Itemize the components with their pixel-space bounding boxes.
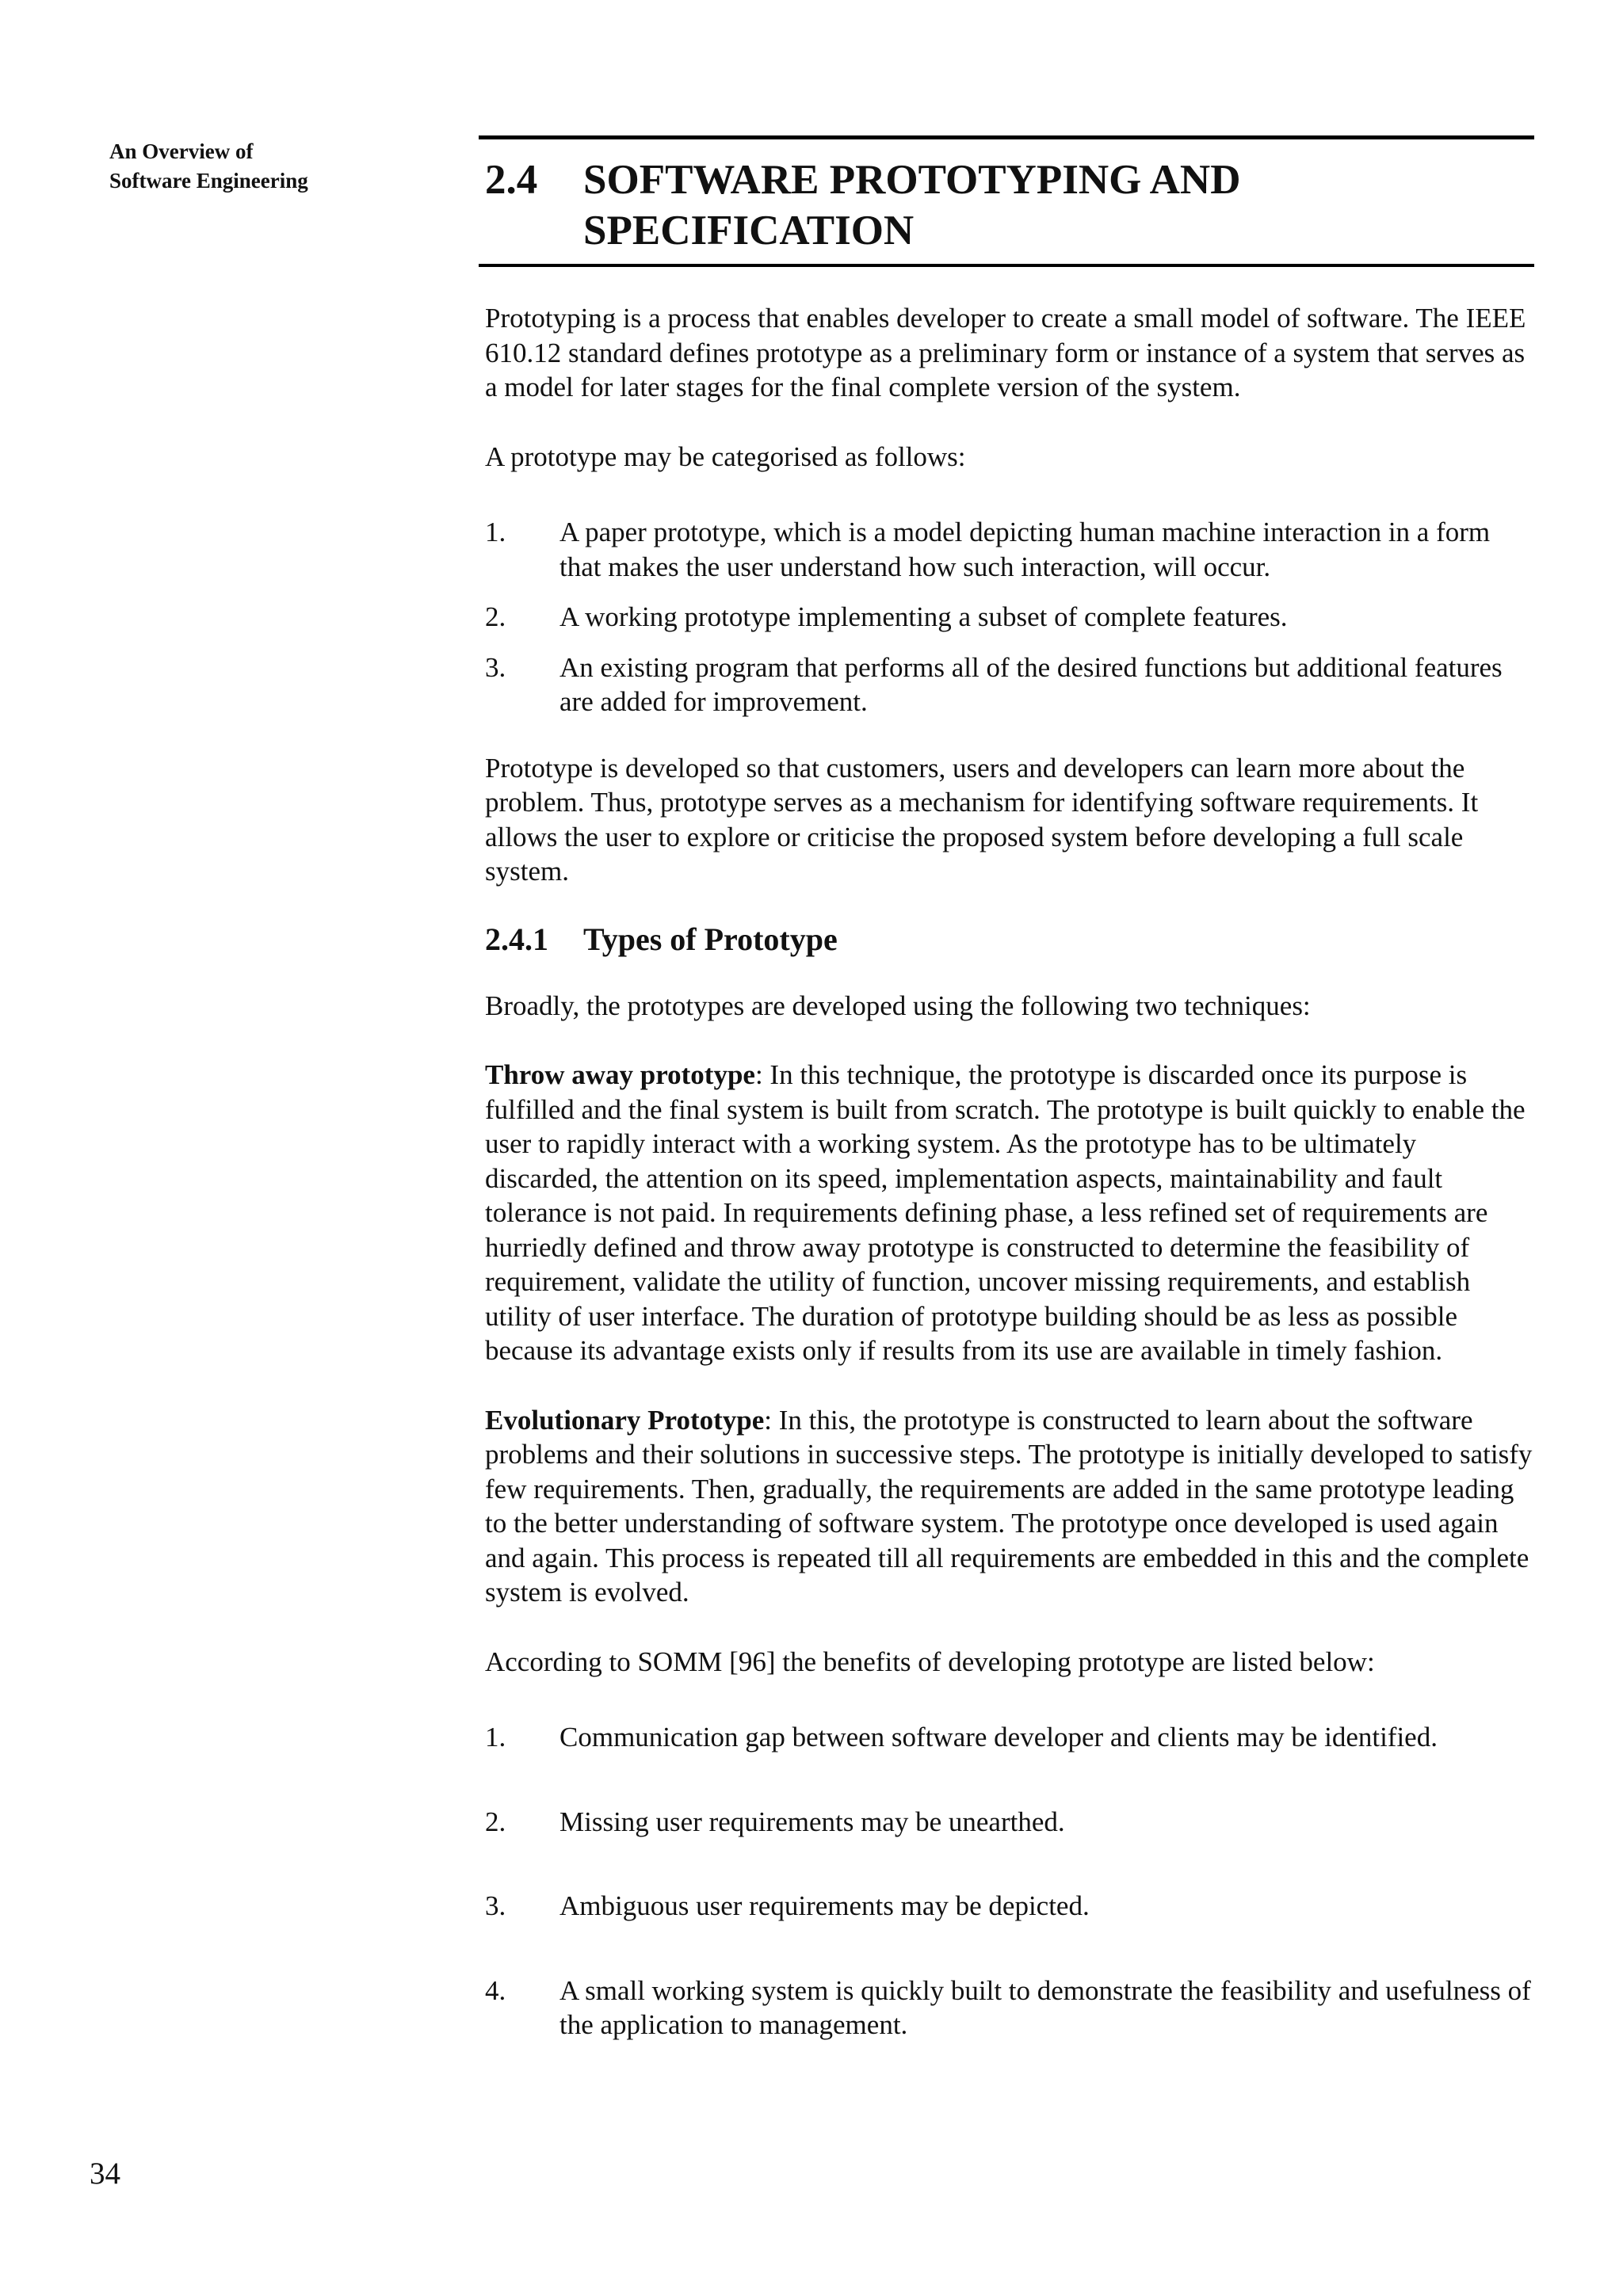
running-head-line2: Software Engineering xyxy=(109,169,308,193)
page-number: 34 xyxy=(90,2157,120,2191)
heading-top-rule xyxy=(479,135,1534,139)
list-item xyxy=(485,1720,1533,1755)
subsection-title: Types of Prototype xyxy=(583,921,838,957)
list-item-number: 3. xyxy=(485,651,506,683)
section-title xyxy=(583,154,1531,256)
list-item-text: A working prototype implementing a subset of complete features. xyxy=(559,601,1288,632)
list-item-text: A paper prototype, which is a model depicting human machine interaction in a form that makes the user understand how such interaction, will occur. xyxy=(559,517,1491,582)
benefits-list xyxy=(485,1720,1533,2042)
section-heading xyxy=(485,154,1531,256)
heading-bottom-rule xyxy=(479,264,1534,267)
section-number: 2.4 xyxy=(485,157,538,203)
main-content xyxy=(485,301,1533,2042)
developed-paragraph: Prototype is developed so that customers, users and developers can learn more about the problem. Thus, prototype serves as a mechanism for identifying software requirements. It allows the user to explore or criticise the proposed system before developing a full scale system. xyxy=(485,752,1479,887)
throw-away-term: Throw away prototype xyxy=(485,1059,755,1090)
list-item-number: 1. xyxy=(485,1722,506,1753)
subsection-number: 2.4.1 xyxy=(485,921,548,957)
list-item-number: 2. xyxy=(485,601,506,632)
list-item xyxy=(485,1974,1533,2042)
evolutionary-text: : In this, the prototype is constructed to learn about the software problems and their solutions in successive steps. The prototype is initially developed to satisfy few requirements. Then, gradually, the requirements are added in the same prototype leading to the better understanding of software system. The prototype once developed is used again and again. This process is repeated till all requirements are embedded in this and the complete system is evolved. xyxy=(485,1404,1533,1608)
list-item-number: 1. xyxy=(485,517,506,547)
section-title-line1: SOFTWARE PROTOTYPING AND xyxy=(583,157,1241,203)
list-item-text: Ambiguous user requirements may be depicted. xyxy=(559,1890,1090,1921)
throw-away-paragraph xyxy=(485,1058,1533,1368)
list-item-text: An existing program that performs all of the desired functions but additional features are added for improvement. xyxy=(559,651,1503,717)
subsection-heading xyxy=(485,921,1533,959)
list-item xyxy=(485,650,1533,719)
section-title-line2: SPECIFICATION xyxy=(583,208,915,254)
somm-paragraph: According to SOMM [96] the benefits of developing prototype are listed below: xyxy=(485,1646,1375,1677)
running-head-line1: An Overview of xyxy=(109,139,254,163)
list-item-number: 3. xyxy=(485,1890,506,1921)
list-item xyxy=(485,515,1533,584)
list-item-text: Missing user requirements may be unearthed. xyxy=(559,1806,1065,1837)
list-item-text: A small working system is quickly built to demonstrate the feasibility and usefulness of the application to management. xyxy=(559,1974,1531,2040)
intro-paragraph: Prototyping is a process that enables developer to create a small model of software. The IEEE 610.12 standard defines prototype as a preliminary form or instance of a system that serves as a model for later stages for the final complete version of the system. xyxy=(485,303,1526,402)
broadly-paragraph: Broadly, the prototypes are developed using the following two techniques: xyxy=(485,990,1311,1021)
list-item xyxy=(485,600,1533,635)
categorised-paragraph: A prototype may be categorised as follows: xyxy=(485,441,966,472)
categories-list xyxy=(485,515,1533,719)
list-item-text: Communication gap between software developer and clients may be identified. xyxy=(559,1722,1438,1753)
running-head xyxy=(109,137,308,196)
list-item-number: 4. xyxy=(485,1974,506,2006)
list-item xyxy=(485,1805,1533,1840)
evolutionary-paragraph xyxy=(485,1403,1533,1610)
list-item-number: 2. xyxy=(485,1806,506,1837)
list-item xyxy=(485,1889,1533,1924)
evolutionary-term: Evolutionary Prototype xyxy=(485,1404,765,1436)
throw-away-text: : In this technique, the prototype is discarded once its purpose is fulfilled and the final system is built from scratch. The prototype is built quickly to enable the user to rapidly interact with a working system. As the prototype has to be ultimately discarded, the attention on its speed, implementation aspects, maintainability and fault tolerance is not paid. In requirements defining phase, a less refined set of requirements are hurriedly defined and throw away prototype is constructed to determine the feasibility of requirement, validate the utility of function, uncover missing requirements, and establish utility of user interface. The duration of prototype building should be as less as possible because its advantage exists only if results from its use are available in timely fashion. xyxy=(485,1059,1526,1366)
